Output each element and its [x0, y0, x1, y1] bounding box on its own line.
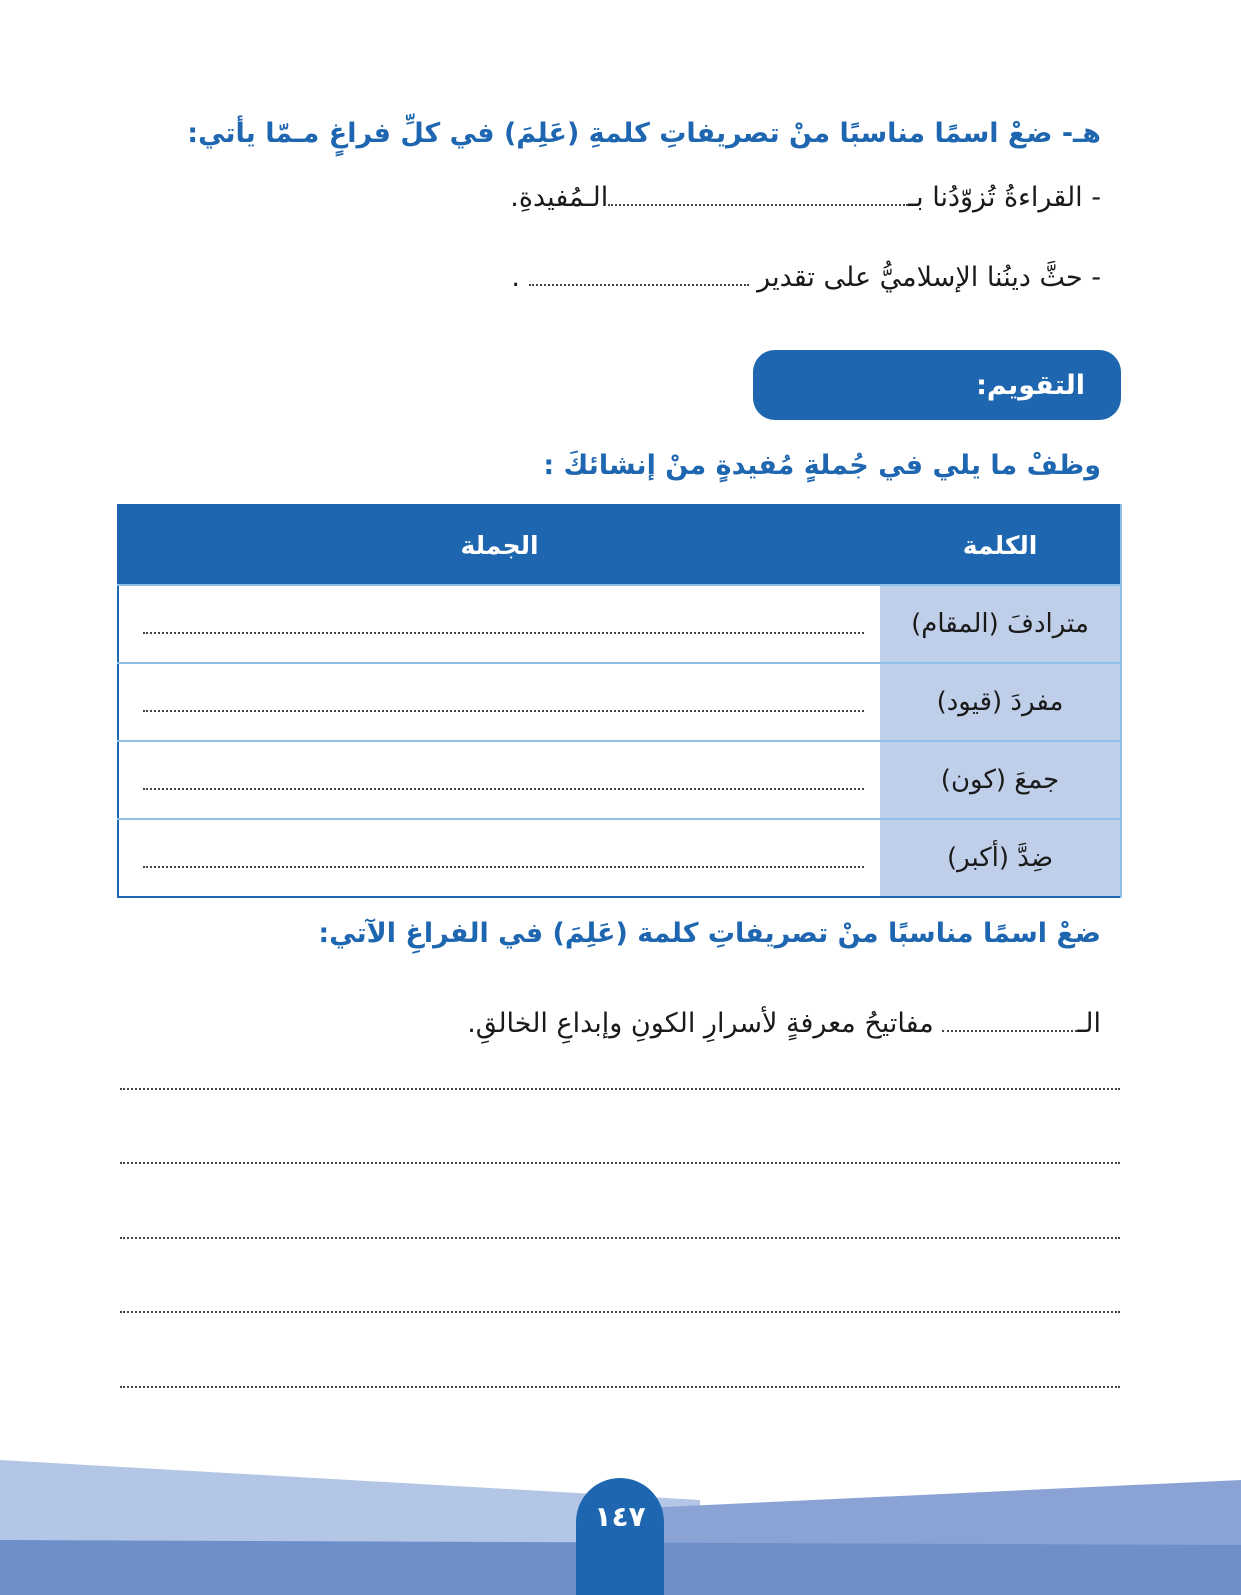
- exercise-h-line-2-end: .: [511, 262, 520, 293]
- table-cell-word: مفردَ (قيود): [880, 663, 1121, 741]
- table-row: [118, 819, 1121, 897]
- blank-field[interactable]: [608, 186, 908, 206]
- exercise-h-line-2: [511, 262, 1101, 293]
- table-cell-sentence[interactable]: [118, 819, 880, 897]
- exercise-fill-line: [467, 1008, 1101, 1039]
- writing-line[interactable]: [120, 1162, 1120, 1164]
- exercise-h-line-2-start: - حثَّ دينُنا الإسلاميُّ على تقدير: [757, 262, 1101, 293]
- blank-field[interactable]: [143, 848, 864, 868]
- exercise-h-line-1: [510, 182, 1101, 213]
- evaluation-instruction: وظفْ ما يلي في جُملةٍ مُفيدةٍ منْ إنشائكَ :: [543, 450, 1101, 481]
- writing-line[interactable]: [120, 1088, 1120, 1090]
- exercise-h-line-1-end: الـمُفيدةِ.: [510, 182, 609, 213]
- table-cell-word: مترادفَ (المقام): [880, 585, 1121, 663]
- page-number: [576, 1478, 664, 1595]
- blank-field[interactable]: [529, 266, 749, 286]
- evaluation-badge-label: التقويم:: [976, 369, 1085, 401]
- exercise-fill-line-start: الـ: [1077, 1008, 1101, 1039]
- exercise-h-title: هـ- ضعْ اسمًا مناسبًا منْ تصريفاتِ كلمةِ (عَلِمَ) في كلِّ فراغٍ مـمّا يأتي:: [187, 118, 1101, 149]
- words-table: [117, 504, 1122, 898]
- writing-line[interactable]: [120, 1237, 1120, 1239]
- blank-field[interactable]: [143, 692, 864, 712]
- exercise-fill-title: ضعْ اسمًا مناسبًا منْ تصريفاتِ كلمة (عَلِمَ) في الفراغِ الآتي:: [318, 918, 1101, 949]
- table-row: [118, 585, 1121, 663]
- blank-field[interactable]: [143, 770, 864, 790]
- blank-field[interactable]: [143, 614, 864, 634]
- evaluation-badge: [753, 350, 1121, 420]
- exercise-fill-line-end: مفاتيحُ معرفةٍ لأسرارِ الكونِ وإبداعِ الخالقِ.: [467, 1008, 934, 1039]
- table-cell-word: جمعَ (كون): [880, 741, 1121, 819]
- table-header-word: الكلمة: [880, 505, 1121, 585]
- table-row: [118, 663, 1121, 741]
- table-cell-sentence[interactable]: [118, 585, 880, 663]
- exercise-h-line-1-start: - القراءةُ تُزوّدُنا بـ: [908, 182, 1101, 213]
- writing-line[interactable]: [120, 1386, 1120, 1388]
- table-row: [118, 741, 1121, 819]
- table-header-row: [118, 505, 1121, 585]
- blank-field[interactable]: [942, 1012, 1077, 1032]
- writing-line[interactable]: [120, 1311, 1120, 1313]
- table-cell-sentence[interactable]: [118, 741, 880, 819]
- table-cell-sentence[interactable]: [118, 663, 880, 741]
- table-cell-word: ضِدَّ (أكبر): [880, 819, 1121, 897]
- page-number-label: ١٤٧: [594, 1500, 646, 1533]
- table-header-sentence: الجملة: [118, 505, 880, 585]
